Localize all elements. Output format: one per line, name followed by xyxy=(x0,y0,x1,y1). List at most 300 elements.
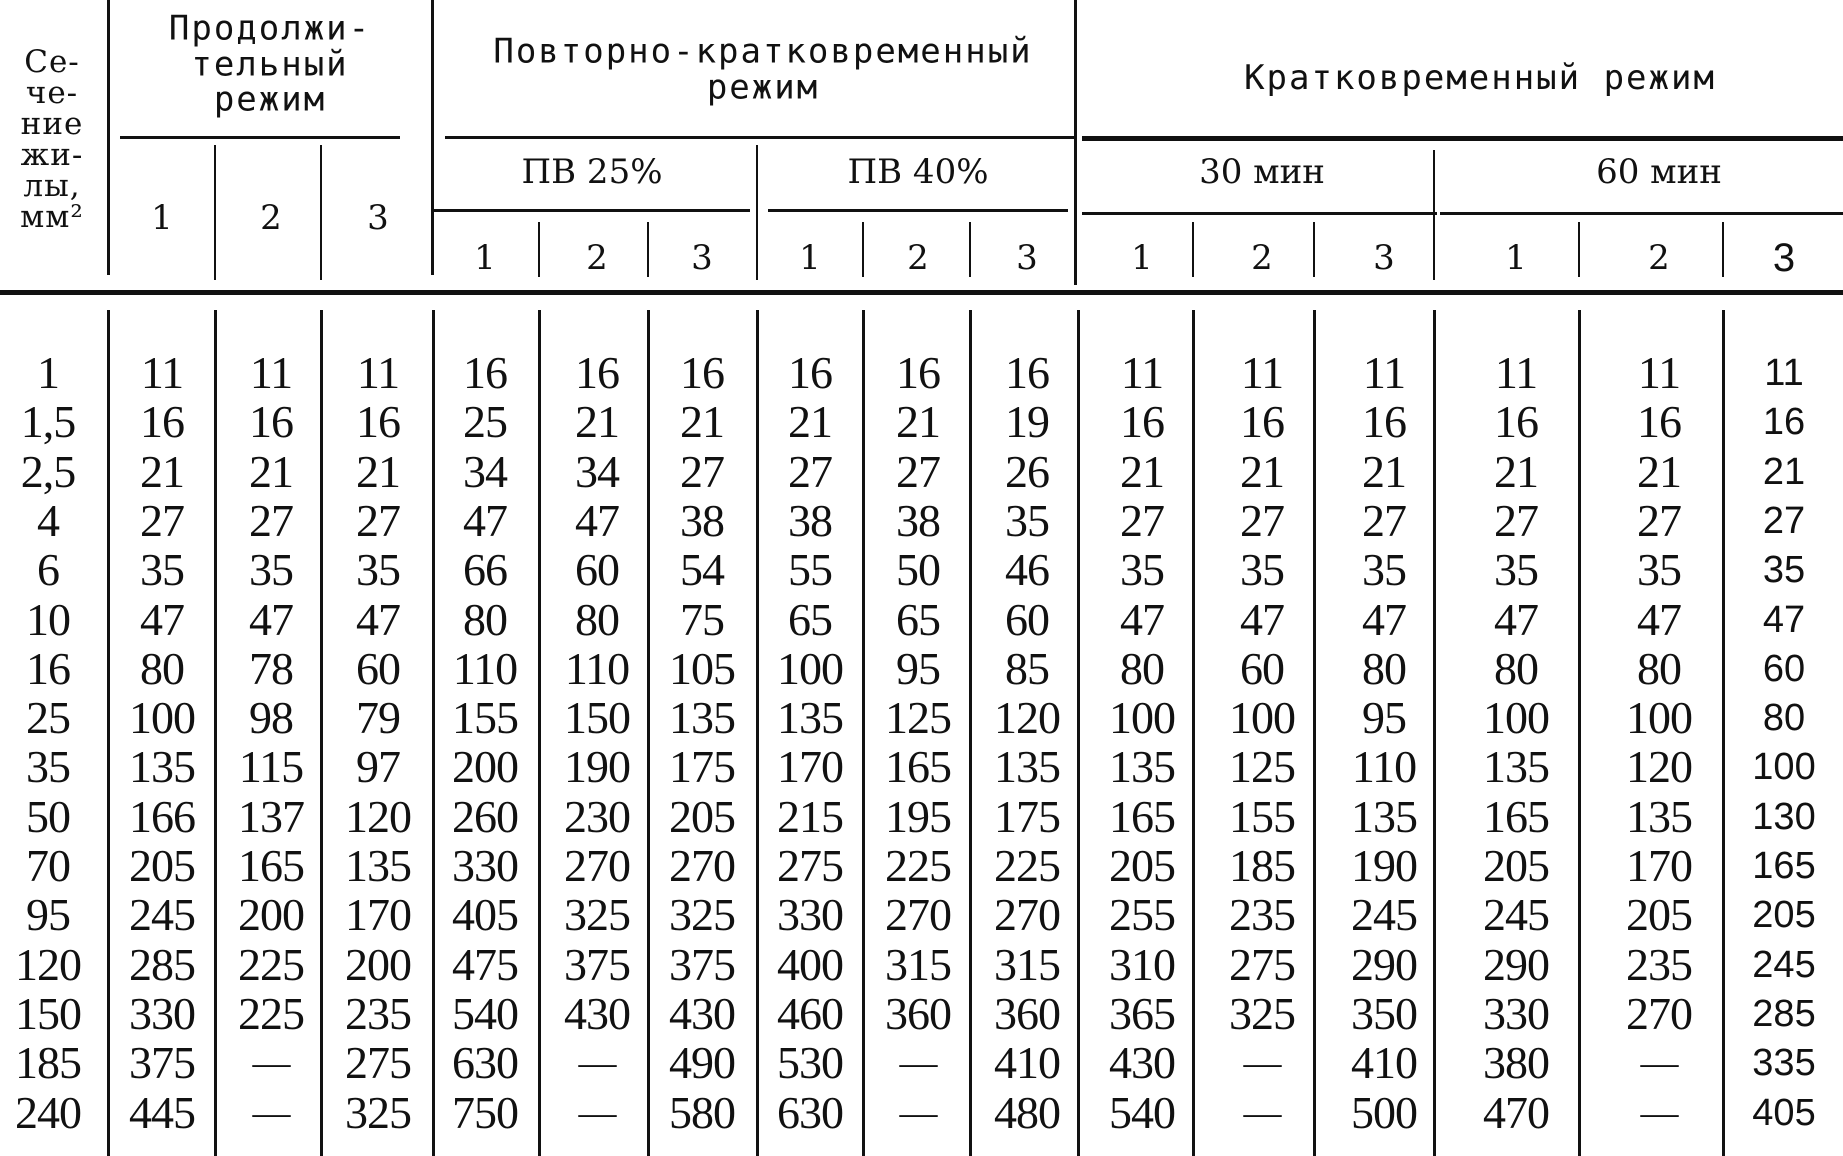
table-cell: 38 xyxy=(788,494,832,546)
table-cell: 480 xyxy=(994,1086,1060,1138)
pv25-underline xyxy=(432,209,750,212)
table-cell: — xyxy=(899,1091,937,1134)
mode-subcolumn-header: 3 xyxy=(1016,238,1038,278)
table-cell: 170 xyxy=(1626,840,1692,891)
header-bottom-rule xyxy=(0,290,1843,295)
table-cell: 205 xyxy=(1626,889,1692,941)
min60-header: 60 мин xyxy=(1596,152,1722,192)
table-cell: 35 xyxy=(249,544,293,596)
table-cell: 155 xyxy=(1229,790,1295,842)
table-cell: 16 xyxy=(26,642,70,694)
table-cell: 165 xyxy=(1109,790,1175,842)
table-cell: 270 xyxy=(994,889,1060,941)
table-cell: 540 xyxy=(1109,1086,1175,1138)
table-cell: 27 xyxy=(249,494,293,546)
mode-subcolumn-header: 2 xyxy=(1251,238,1273,278)
table-cell: 47 xyxy=(1240,593,1284,645)
table-cell: 16 xyxy=(1120,396,1164,448)
table-cell: 130 xyxy=(1752,795,1816,838)
table-cell: 270 xyxy=(885,889,951,941)
table-cell: 166 xyxy=(129,790,195,842)
table-cell: 11 xyxy=(140,347,184,398)
header-sep xyxy=(1722,222,1724,277)
table-cell: 275 xyxy=(345,1037,411,1089)
table-cell: 225 xyxy=(238,987,304,1039)
section-column-header: Се- че- ние жи- лы, мм² xyxy=(20,44,84,235)
table-cell: 165 xyxy=(1483,790,1549,842)
table-cell: 195 xyxy=(885,790,951,842)
header-sep xyxy=(214,145,216,280)
table-cell: 430 xyxy=(564,987,630,1039)
table-cell: 225 xyxy=(994,840,1060,891)
table-cell: 27 xyxy=(1240,494,1284,546)
column-separator xyxy=(320,310,323,1156)
table-cell: 60 xyxy=(575,544,619,596)
table-cell: 330 xyxy=(1483,987,1549,1039)
table-cell: 21 xyxy=(1362,445,1406,497)
table-cell: 400 xyxy=(777,938,843,990)
table-cell: 235 xyxy=(1229,889,1295,941)
table-cell: 65 xyxy=(788,593,832,645)
table-cell: 630 xyxy=(452,1037,518,1089)
table-cell: 100 xyxy=(1752,746,1816,789)
table-cell: 21 xyxy=(356,445,400,497)
table-cell: 16 xyxy=(1005,347,1049,398)
table-cell: 200 xyxy=(452,741,518,793)
table-cell: 38 xyxy=(680,494,724,546)
intermittent-mode-header: Повторно-кратковременный режим xyxy=(493,31,1033,107)
table-cell: 80 xyxy=(140,642,184,694)
table-cell: 80 xyxy=(1494,642,1538,694)
table-cell: — xyxy=(578,1091,616,1134)
table-cell: 11 xyxy=(1637,347,1681,398)
table-cell: 445 xyxy=(129,1086,195,1138)
table-cell: 110 xyxy=(1351,741,1417,793)
table-cell: 26 xyxy=(1005,445,1049,497)
mode-subcolumn-header: 2 xyxy=(1648,238,1670,278)
mode-subcolumn-header: 3 xyxy=(1373,238,1395,278)
table-cell: 65 xyxy=(896,593,940,645)
table-cell: 460 xyxy=(777,987,843,1039)
table-cell: 21 xyxy=(575,396,619,448)
table-cell: 21 xyxy=(788,396,832,448)
table-cell: 80 xyxy=(1762,697,1806,740)
table-cell: 245 xyxy=(129,889,195,941)
table-cell: 185 xyxy=(15,1037,81,1089)
table-cell: 11 xyxy=(1494,347,1538,398)
table-cell: 80 xyxy=(463,593,507,645)
table-cell: 16 xyxy=(1362,396,1406,448)
table-cell: 27 xyxy=(788,445,832,497)
mode-subcolumn-header: 1 xyxy=(474,238,496,278)
table-cell: 21 xyxy=(249,445,293,497)
table-cell: 47 xyxy=(140,593,184,645)
table-cell: 21 xyxy=(1240,445,1284,497)
table-cell: 410 xyxy=(994,1037,1060,1089)
column-separator xyxy=(1192,310,1195,1156)
table-cell: 11 xyxy=(1764,352,1804,394)
table-cell: 60 xyxy=(1762,647,1806,690)
table-cell: 60 xyxy=(356,642,400,694)
table-cell: 405 xyxy=(1752,1091,1816,1134)
table-cell: 410 xyxy=(1351,1037,1417,1089)
table-cell: 270 xyxy=(1626,987,1692,1039)
table-cell: 35 xyxy=(1362,544,1406,596)
table-cell: 310 xyxy=(1109,938,1175,990)
table-cell: 115 xyxy=(238,741,304,793)
table-cell: 230 xyxy=(564,790,630,842)
table-cell: 225 xyxy=(238,938,304,990)
header-sep xyxy=(862,222,864,277)
table-cell: 35 xyxy=(1637,544,1681,596)
table-cell: 75 xyxy=(680,593,724,645)
table-cell: 245 xyxy=(1483,889,1549,941)
table-cell: 16 xyxy=(1494,396,1538,448)
column-separator xyxy=(756,310,759,1156)
table-cell: 21 xyxy=(1762,450,1806,493)
table-cell: 21 xyxy=(896,396,940,448)
table-cell: 79 xyxy=(356,692,400,744)
table-cell: 27 xyxy=(1362,494,1406,546)
table-cell: 80 xyxy=(1120,642,1164,694)
header-sep xyxy=(320,145,322,280)
table-cell: 185 xyxy=(1229,840,1295,891)
table-cell: 98 xyxy=(249,692,293,744)
table-cell: 205 xyxy=(1483,840,1549,891)
table-cell: 11 xyxy=(249,347,293,398)
table-cell: 380 xyxy=(1483,1037,1549,1089)
column-separator xyxy=(1077,310,1080,1156)
column-separator xyxy=(432,310,435,1156)
table-cell: 120 xyxy=(994,692,1060,744)
table-cell: — xyxy=(1243,1091,1281,1134)
table-cell: 135 xyxy=(777,692,843,744)
table-cell: 6 xyxy=(37,544,59,596)
table-cell: 135 xyxy=(1626,790,1692,842)
table-cell: 240 xyxy=(15,1086,81,1138)
mode-subcolumn-header: 1 xyxy=(799,238,821,278)
table-cell: 235 xyxy=(345,987,411,1039)
table-cell: 135 xyxy=(994,741,1060,793)
table-cell: 78 xyxy=(249,642,293,694)
table-cell: 490 xyxy=(669,1037,735,1089)
header-sep xyxy=(756,145,758,280)
table-cell: 1 xyxy=(37,347,59,398)
table-cell: 11 xyxy=(1240,347,1284,398)
column-separator xyxy=(1313,310,1316,1156)
table-cell: 540 xyxy=(452,987,518,1039)
header-sep xyxy=(538,222,540,277)
table-cell: 16 xyxy=(356,396,400,448)
table-cell: — xyxy=(1243,1042,1281,1085)
table-cell: 46 xyxy=(1005,544,1049,596)
header-sep xyxy=(1074,0,1077,285)
table-cell: 11 xyxy=(1362,347,1406,398)
table-cell: 10 xyxy=(26,593,70,645)
table-cell: 38 xyxy=(896,494,940,546)
table-cell: 430 xyxy=(669,987,735,1039)
table-cell: 60 xyxy=(1240,642,1284,694)
table-cell: 375 xyxy=(669,938,735,990)
table-cell: 16 xyxy=(463,347,507,398)
table-cell: 27 xyxy=(140,494,184,546)
table-cell: 97 xyxy=(356,741,400,793)
pv40-underline xyxy=(768,209,1068,212)
mode-subcolumn-header: 1 xyxy=(1131,238,1153,278)
table-cell: 225 xyxy=(885,840,951,891)
table-cell: 35 xyxy=(1762,549,1806,592)
header-sep xyxy=(1433,150,1435,280)
header-sep xyxy=(1578,222,1580,277)
table-cell: 80 xyxy=(1362,642,1406,694)
table-cell: 80 xyxy=(1637,642,1681,694)
column-separator xyxy=(538,310,541,1156)
table-cell: 190 xyxy=(1351,840,1417,891)
table-cell: 54 xyxy=(680,544,724,596)
table-cell: 66 xyxy=(463,544,507,596)
pv40-header: ПВ 40% xyxy=(847,152,989,192)
table-cell: 35 xyxy=(1240,544,1284,596)
table-cell: 11 xyxy=(1120,347,1164,398)
table-cell: 16 xyxy=(140,396,184,448)
table-cell: 135 xyxy=(129,741,195,793)
table-cell: 135 xyxy=(345,840,411,891)
table-cell: 330 xyxy=(129,987,195,1039)
table-cell: 100 xyxy=(1229,692,1295,744)
table-cell: 125 xyxy=(1229,741,1295,793)
table-cell: 2,5 xyxy=(20,445,76,497)
table-cell: 530 xyxy=(777,1037,843,1089)
continuous-col-2-header: 2 xyxy=(260,198,282,238)
table-cell: 27 xyxy=(1762,499,1806,542)
header-sep xyxy=(1192,222,1194,277)
table-cell: 135 xyxy=(669,692,735,744)
table-cell: 95 xyxy=(1362,692,1406,744)
table-cell: 11 xyxy=(356,347,400,398)
table-cell: 21 xyxy=(680,396,724,448)
table-cell: — xyxy=(578,1042,616,1085)
table-cell: 150 xyxy=(15,987,81,1039)
min30-header: 30 мин xyxy=(1199,152,1325,192)
table-cell: 580 xyxy=(669,1086,735,1138)
table-cell: 135 xyxy=(1483,741,1549,793)
table-cell: 500 xyxy=(1351,1086,1417,1138)
header-sep xyxy=(647,222,649,277)
intermittent-underline xyxy=(445,136,1075,139)
table-cell: 260 xyxy=(452,790,518,842)
table-cell: 47 xyxy=(356,593,400,645)
table-cell: 137 xyxy=(238,790,304,842)
table-cell: 35 xyxy=(140,544,184,596)
table-cell: 16 xyxy=(249,396,293,448)
table-cell: 205 xyxy=(129,840,195,891)
mode-subcolumn-header: 3 xyxy=(1772,236,1796,280)
table-cell: 21 xyxy=(1637,445,1681,497)
table-cell: 170 xyxy=(345,889,411,941)
column-separator xyxy=(647,310,650,1156)
table-cell: 120 xyxy=(345,790,411,842)
table-cell: 85 xyxy=(1005,642,1049,694)
continuous-mode-header: Продолжи- тельный режим xyxy=(168,8,372,120)
column-separator xyxy=(107,310,110,1156)
table-cell: 95 xyxy=(896,642,940,694)
table-cell: 170 xyxy=(777,741,843,793)
table-cell: 100 xyxy=(1109,692,1175,744)
table-cell: 330 xyxy=(452,840,518,891)
table-cell: 35 xyxy=(1120,544,1164,596)
table-cell: 34 xyxy=(463,445,507,497)
pv25-header: ПВ 25% xyxy=(521,152,663,192)
column-separator xyxy=(969,310,972,1156)
table-cell: 27 xyxy=(1120,494,1164,546)
table-cell: 175 xyxy=(669,741,735,793)
table-cell: 285 xyxy=(1752,992,1816,1035)
table-cell: 1,5 xyxy=(20,396,76,448)
table-cell: 47 xyxy=(1362,593,1406,645)
table-cell: 235 xyxy=(1626,938,1692,990)
column-separator xyxy=(862,310,865,1156)
mode-subcolumn-header: 2 xyxy=(907,238,929,278)
table-cell: 315 xyxy=(994,938,1060,990)
table-cell: 360 xyxy=(885,987,951,1039)
table-cell: 255 xyxy=(1109,889,1175,941)
short-term-mode-header: Кратковременный режим xyxy=(1244,58,1716,98)
mode-subcolumn-header: 2 xyxy=(586,238,608,278)
table-cell: 205 xyxy=(669,790,735,842)
table-cell: 200 xyxy=(238,889,304,941)
table-cell: 16 xyxy=(680,347,724,398)
table-cell: 405 xyxy=(452,889,518,941)
table-cell: 135 xyxy=(1109,741,1175,793)
table-cell: 47 xyxy=(1120,593,1164,645)
table-cell: — xyxy=(252,1091,290,1134)
table-cell: 21 xyxy=(140,445,184,497)
header-sep xyxy=(431,0,434,275)
table-cell: — xyxy=(252,1042,290,1085)
continuous-col-1-header: 1 xyxy=(151,198,173,238)
continuous-underline xyxy=(120,136,400,139)
table-cell: 375 xyxy=(129,1037,195,1089)
table-cell: 16 xyxy=(1637,396,1681,448)
column-separator xyxy=(1722,310,1725,1156)
table-cell: 365 xyxy=(1109,987,1175,1039)
header-sep xyxy=(1313,222,1315,277)
table-cell: 215 xyxy=(777,790,843,842)
table-cell: 175 xyxy=(994,790,1060,842)
table-cell: 325 xyxy=(669,889,735,941)
table-cell: 70 xyxy=(26,840,70,891)
table-cell: 100 xyxy=(1483,692,1549,744)
min60-underline xyxy=(1440,212,1843,215)
table-cell: 285 xyxy=(129,938,195,990)
table-cell: 155 xyxy=(452,692,518,744)
table-cell: 110 xyxy=(564,642,630,694)
table-cell: 125 xyxy=(885,692,951,744)
header-sep xyxy=(107,0,110,275)
table-cell: 50 xyxy=(896,544,940,596)
table-cell: 205 xyxy=(1109,840,1175,891)
table-cell: 190 xyxy=(564,741,630,793)
table-cell: 120 xyxy=(15,938,81,990)
table-cell: 16 xyxy=(896,347,940,398)
table-cell: 245 xyxy=(1752,943,1816,986)
mode-subcolumn-header: 1 xyxy=(1505,238,1527,278)
mode-subcolumn-header: 3 xyxy=(691,238,713,278)
table-cell: 60 xyxy=(1005,593,1049,645)
table-cell: 205 xyxy=(1752,894,1816,937)
table-cell: — xyxy=(899,1042,937,1085)
table-cell: 21 xyxy=(1494,445,1538,497)
table-cell: 47 xyxy=(1494,593,1538,645)
table-cell: 290 xyxy=(1483,938,1549,990)
table-cell: 27 xyxy=(680,445,724,497)
table-cell: 47 xyxy=(575,494,619,546)
table-cell: 16 xyxy=(575,347,619,398)
table-cell: 330 xyxy=(777,889,843,941)
table-cell: 315 xyxy=(885,938,951,990)
table-cell: 55 xyxy=(788,544,832,596)
table-cell: 270 xyxy=(564,840,630,891)
table-cell: 16 xyxy=(1240,396,1284,448)
table-cell: 25 xyxy=(463,396,507,448)
header-sep xyxy=(969,222,971,277)
table-cell: 200 xyxy=(345,938,411,990)
table-cell: 475 xyxy=(452,938,518,990)
table-cell: 165 xyxy=(1752,845,1816,887)
table-cell: 290 xyxy=(1351,938,1417,990)
table-cell: 150 xyxy=(564,692,630,744)
table-cell: 47 xyxy=(463,494,507,546)
table-cell: 35 xyxy=(1005,494,1049,546)
table-cell: 165 xyxy=(885,741,951,793)
table-cell: 21 xyxy=(1120,445,1164,497)
column-separator xyxy=(1578,310,1581,1156)
table-cell: 27 xyxy=(356,494,400,546)
table-cell: 4 xyxy=(37,494,59,546)
table-cell: 325 xyxy=(564,889,630,941)
table-cell: 100 xyxy=(777,642,843,694)
table-cell: 275 xyxy=(777,840,843,891)
min30-underline xyxy=(1082,212,1437,215)
table-cell: 325 xyxy=(1229,987,1295,1039)
column-separator xyxy=(1433,310,1436,1156)
table-cell: 34 xyxy=(575,445,619,497)
table-cell: 50 xyxy=(26,790,70,842)
table-cell: 27 xyxy=(896,445,940,497)
table-cell: 16 xyxy=(1762,401,1806,444)
table-cell: 335 xyxy=(1752,1042,1816,1085)
table-cell: 275 xyxy=(1229,938,1295,990)
table-cell: 47 xyxy=(249,593,293,645)
table-cell: — xyxy=(1640,1042,1678,1085)
table-cell: 16 xyxy=(788,347,832,398)
short-term-underline xyxy=(1082,136,1843,141)
table-cell: 350 xyxy=(1351,987,1417,1039)
table-cell: 35 xyxy=(1494,544,1538,596)
table-cell: 375 xyxy=(564,938,630,990)
table-cell: 120 xyxy=(1626,741,1692,793)
table-cell: 325 xyxy=(345,1086,411,1138)
table-cell: 35 xyxy=(356,544,400,596)
table-cell: — xyxy=(1640,1091,1678,1134)
table-cell: 165 xyxy=(238,840,304,891)
table-cell: 80 xyxy=(575,593,619,645)
table-cell: 270 xyxy=(669,840,735,891)
table-cell: 100 xyxy=(129,692,195,744)
table-cell: 19 xyxy=(1005,396,1049,448)
table-cell: 245 xyxy=(1351,889,1417,941)
table-cell: 35 xyxy=(26,741,70,793)
